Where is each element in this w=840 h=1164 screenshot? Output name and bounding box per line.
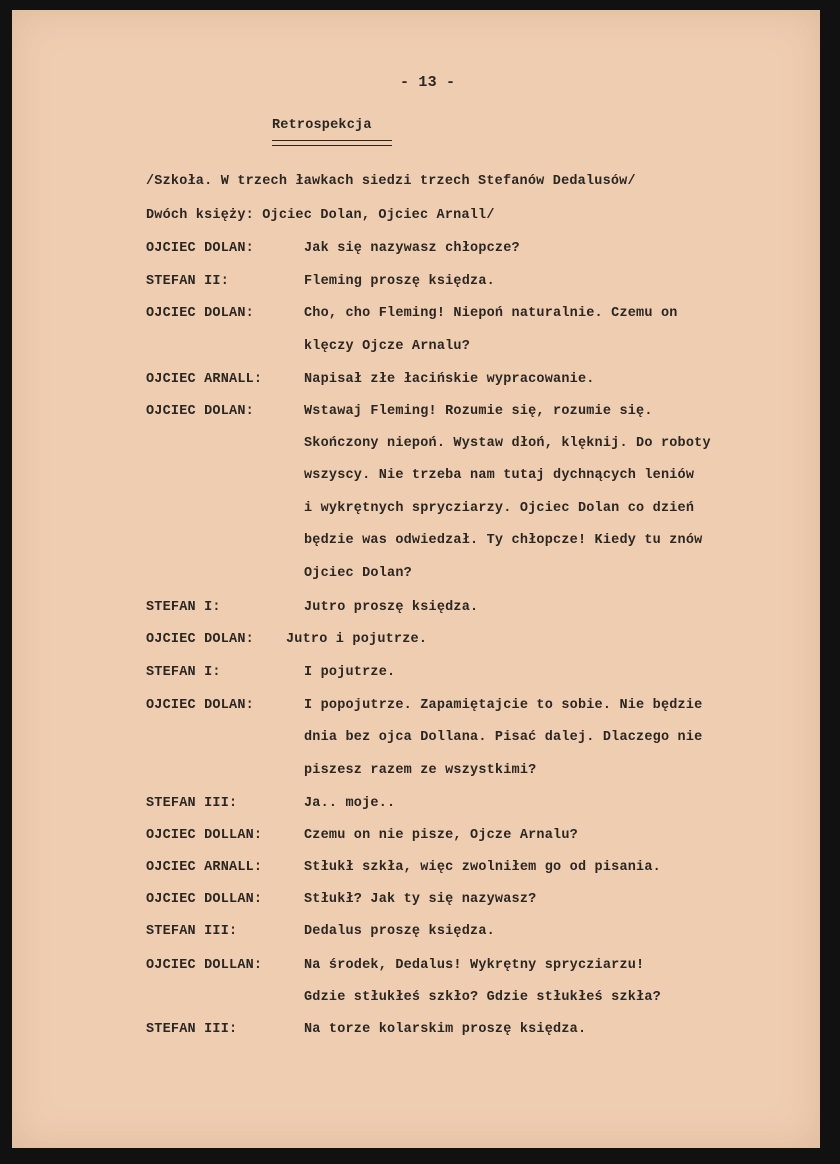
speaker-name: STEFAN II:: [146, 274, 230, 289]
speaker-name: OJCIEC DOLAN:: [146, 698, 254, 713]
speaker-name: STEFAN III:: [146, 1022, 238, 1037]
speaker-name: OJCIEC DOLLAN:: [146, 828, 263, 843]
speaker-name: OJCIEC DOLAN:: [146, 306, 254, 321]
speaker-name: STEFAN III:: [146, 796, 238, 811]
page-number: - 13 -: [400, 74, 456, 91]
speaker-name: OJCIEC ARNALL:: [146, 372, 263, 387]
dialogue-line: Jak się nazywasz chłopcze?: [304, 241, 520, 256]
dialogue-line: Jutro i pojutrze.: [286, 632, 428, 647]
speaker-name: OJCIEC ARNALL:: [146, 860, 263, 875]
dialogue-line: dnia bez ojca Dollana. Pisać dalej. Dlaczego nie: [304, 730, 703, 745]
dialogue-line: Skończony niepoń. Wystaw dłoń, klęknij. Do roboty: [304, 436, 711, 451]
dialogue-line: wszyscy. Nie trzeba nam tutaj dychnących leniów: [304, 468, 695, 483]
dialogue-line: Jutro proszę księdza.: [304, 600, 479, 615]
dialogue-line: Wstawaj Fleming! Rozumie się, rozumie się.: [304, 404, 653, 419]
dialogue-line: Ja.. moje..: [304, 796, 396, 811]
dialogue-line: piszesz razem ze wszystkimi?: [304, 763, 537, 778]
dialogue-line: I pojutrze.: [304, 665, 396, 680]
dialogue-line: Stłukł? Jak ty się nazywasz?: [304, 892, 537, 907]
dialogue-line: Na środek, Dedalus! Wykrętny sprycziarzu!: [304, 958, 645, 973]
speaker-name: OJCIEC DOLAN:: [146, 241, 254, 256]
stage-direction: Dwóch księży: Ojciec Dolan, Ojciec Arnall/: [146, 208, 495, 223]
speaker-name: STEFAN I:: [146, 600, 221, 615]
dialogue-line: Fleming proszę księdza.: [304, 274, 495, 289]
dialogue-line: Gdzie stłukłeś szkło? Gdzie stłukłeś szkła?: [304, 990, 661, 1005]
speaker-name: OJCIEC DOLLAN:: [146, 958, 263, 973]
section-title: Retrospekcja: [272, 118, 372, 133]
dialogue-line: klęczy Ojcze Arnalu?: [304, 339, 471, 354]
dialogue-line: I popojutrze. Zapamiętajcie to sobie. Nie będzie: [304, 698, 703, 713]
title-underline: [272, 140, 392, 146]
dialogue-line: Ojciec Dolan?: [304, 566, 412, 581]
speaker-name: OJCIEC DOLAN:: [146, 632, 254, 647]
dialogue-line: Napisał złe łacińskie wypracowanie.: [304, 372, 595, 387]
dialogue-line: Dedalus proszę księdza.: [304, 924, 495, 939]
dialogue-line: Cho, cho Fleming! Niepoń naturalnie. Czemu on: [304, 306, 678, 321]
speaker-name: STEFAN I:: [146, 665, 221, 680]
typewritten-page: [12, 10, 820, 1148]
stage-direction: /Szkoła. W trzech ławkach siedzi trzech Stefanów Dedalusów/: [146, 174, 636, 189]
dialogue-line: i wykrętnych sprycziarzy. Ojciec Dolan co dzień: [304, 501, 695, 516]
speaker-name: OJCIEC DOLAN:: [146, 404, 254, 419]
speaker-name: STEFAN III:: [146, 924, 238, 939]
dialogue-line: Na torze kolarskim proszę księdza.: [304, 1022, 587, 1037]
dialogue-line: Stłukł szkła, więc zwolniłem go od pisania.: [304, 860, 661, 875]
speaker-name: OJCIEC DOLLAN:: [146, 892, 263, 907]
dialogue-line: będzie was odwiedzał. Ty chłopcze! Kiedy tu znów: [304, 533, 703, 548]
dialogue-line: Czemu on nie pisze, Ojcze Arnalu?: [304, 828, 578, 843]
